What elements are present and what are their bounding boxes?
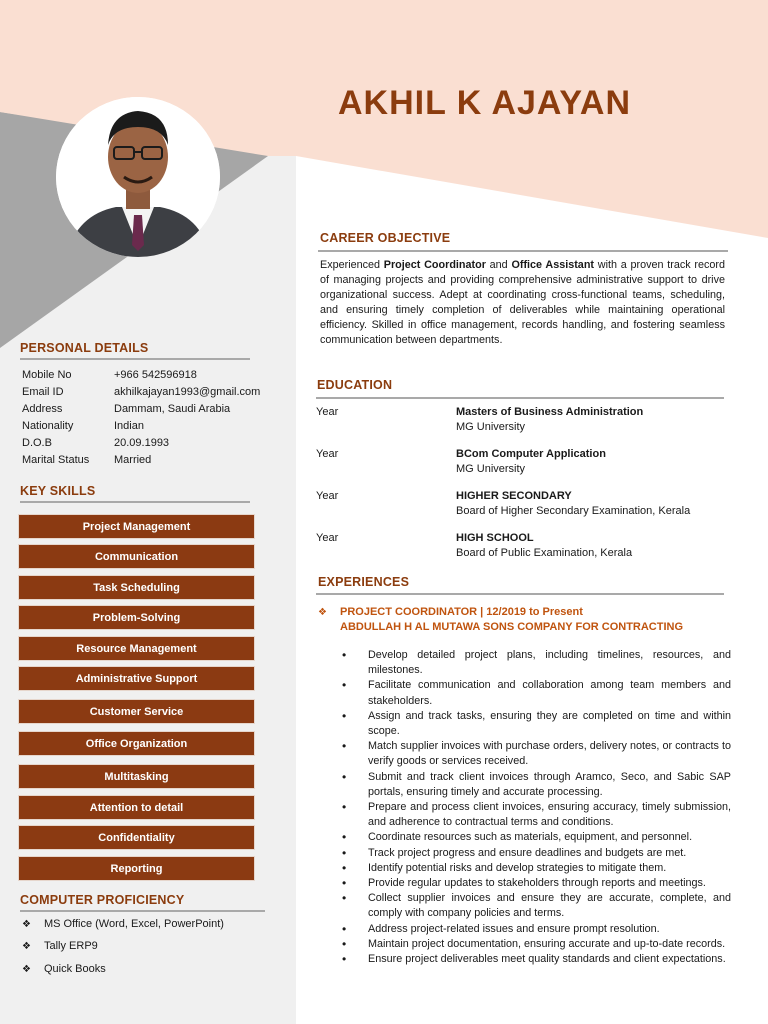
list-item: • Ensure project deliverables meet quality standards and client expectations. — [340, 952, 731, 967]
skill-badge: Reporting — [18, 856, 255, 881]
personal-label: Mobile No — [22, 369, 72, 381]
job-duties-list — [340, 648, 731, 967]
personal-row — [22, 437, 169, 449]
personal-details-rule — [20, 358, 250, 360]
skill-badge: Problem-Solving — [18, 605, 255, 630]
education-year: Year — [316, 532, 339, 544]
skill-badge: Customer Service — [18, 699, 255, 724]
personal-label: Email ID — [22, 386, 64, 398]
skill-badge: Office Organization — [18, 731, 255, 756]
computer-proficiency-rule — [20, 910, 265, 912]
diamond-bullet-icon: ❖ — [22, 918, 31, 930]
personal-value: akhilkajayan1993@gmail.com — [114, 386, 261, 398]
education-degree: HIGHER SECONDARY — [456, 490, 572, 502]
skill-badge: Administrative Support — [18, 666, 255, 691]
education-institution: Board of Public Examination, Kerala — [456, 547, 633, 559]
education-title: EDUCATION — [317, 378, 393, 392]
personal-value: Married — [114, 454, 152, 466]
personal-label: Address — [22, 403, 63, 415]
education-degree: HIGH SCHOOL — [456, 532, 534, 544]
list-item: • Submit and track client invoices through Aramco, Seco, and Sabic SAP portals, ensuring timely and accurate processing. — [340, 770, 731, 800]
personal-row — [22, 403, 230, 415]
education-year: Year — [316, 406, 339, 418]
list-item: • Collect supplier invoices and ensure they are accurate, complete, and comply with company policies and terms. — [340, 891, 731, 921]
personal-details-title: PERSONAL DETAILS — [20, 341, 149, 355]
list-item: • Facilitate communication and collaboration among team members and stakeholders. — [340, 678, 731, 708]
personal-row — [22, 454, 151, 466]
education-institution: MG University — [456, 421, 526, 433]
skill-badge: Task Scheduling — [18, 575, 255, 600]
personal-label: D.O.B — [22, 437, 52, 449]
experiences-rule — [316, 593, 724, 595]
career-objective-title: CAREER OBJECTIVE — [320, 231, 451, 245]
skill-badge: Confidentiality — [18, 825, 255, 850]
job-title: PROJECT COORDINATOR | 12/2019 to Present — [340, 606, 583, 618]
skill-badge: Multitasking — [18, 764, 255, 789]
list-item: • Assign and track tasks, ensuring they are completed on time and within scope. — [340, 709, 731, 739]
list-item: ❖ MS Office (Word, Excel, PowerPoint) — [22, 918, 224, 930]
job-company: ABDULLAH H AL MUTAWA SONS COMPANY FOR CONTRACTING — [340, 621, 684, 633]
list-item: • Develop detailed project plans, including timelines, resources, and milestones. — [340, 648, 731, 678]
list-item: • Coordinate resources such as materials, equipment, and personnel. — [340, 830, 731, 845]
education-institution: Board of Higher Secondary Examination, Kerala — [456, 505, 691, 517]
education-year: Year — [316, 448, 339, 460]
diamond-bullet-icon: ❖ — [22, 963, 31, 975]
key-skills-rule — [20, 501, 250, 503]
list-item: • Identify potential risks and develop strategies to mitigate them. — [340, 861, 731, 876]
personal-label: Nationality — [22, 420, 74, 432]
personal-row — [22, 420, 144, 432]
candidate-name: AKHIL K AJAYAN — [338, 84, 632, 122]
education-degree: BCom Computer Application — [456, 448, 606, 460]
education-year: Year — [316, 490, 339, 502]
education-rule — [316, 397, 724, 399]
list-item: • Match supplier invoices with purchase orders, delivery notes, or contracts to verify goods or services received. — [340, 739, 731, 769]
list-item: • Maintain project documentation, ensuring accurate and up-to-date records. — [340, 937, 731, 952]
personal-value: Dammam, Saudi Arabia — [114, 403, 231, 415]
career-objective-rule — [318, 250, 728, 252]
experiences-title: EXPERIENCES — [318, 575, 410, 589]
personal-value: +966 542596918 — [114, 369, 197, 381]
personal-value: 20.09.1993 — [114, 437, 170, 449]
personal-value: Indian — [114, 420, 144, 432]
job-header — [318, 605, 683, 635]
profile-photo — [56, 97, 220, 257]
education-degree: Masters of Business Administration — [456, 406, 644, 418]
list-item: • Prepare and process client invoices, ensuring accuracy, timely submission, and adherence to contractual terms and conditions. — [340, 800, 731, 830]
computer-proficiency-title: COMPUTER PROFICIENCY — [20, 893, 185, 907]
list-item: ❖ Quick Books — [22, 963, 106, 975]
list-item: • Provide regular updates to stakeholders through reports and meetings. — [340, 876, 731, 891]
skill-badge: Attention to detail — [18, 795, 255, 820]
skill-badge: Resource Management — [18, 636, 255, 661]
career-objective-text: Experienced Project Coordinator and Office Assistant with a proven track record of managing projects and providing comprehensive administrative support to drive organizational success. Adept at coordinating cross-functional teams, scheduling, and ensuring timely completion of deliverables while maintaining operational efficiency. Skilled in office management, records handling, and fostering seamless communication between departments. — [320, 259, 725, 346]
list-item: • Address project-related issues and ensure prompt resolution. — [340, 922, 731, 937]
skill-badge: Project Management — [18, 514, 255, 539]
list-item: • Track project progress and ensure deadlines and budgets are met. — [340, 846, 731, 861]
key-skills-title: KEY SKILLS — [20, 484, 96, 498]
personal-row — [22, 369, 197, 381]
list-item: ❖ Tally ERP9 — [22, 940, 98, 952]
diamond-bullet-icon: ❖ — [22, 940, 31, 952]
skill-badge: Communication — [18, 544, 255, 569]
education-institution: MG University — [456, 463, 526, 475]
diamond-bullet-icon: ❖ — [318, 607, 327, 618]
personal-label: Marital Status — [22, 454, 90, 466]
personal-row — [22, 386, 260, 398]
